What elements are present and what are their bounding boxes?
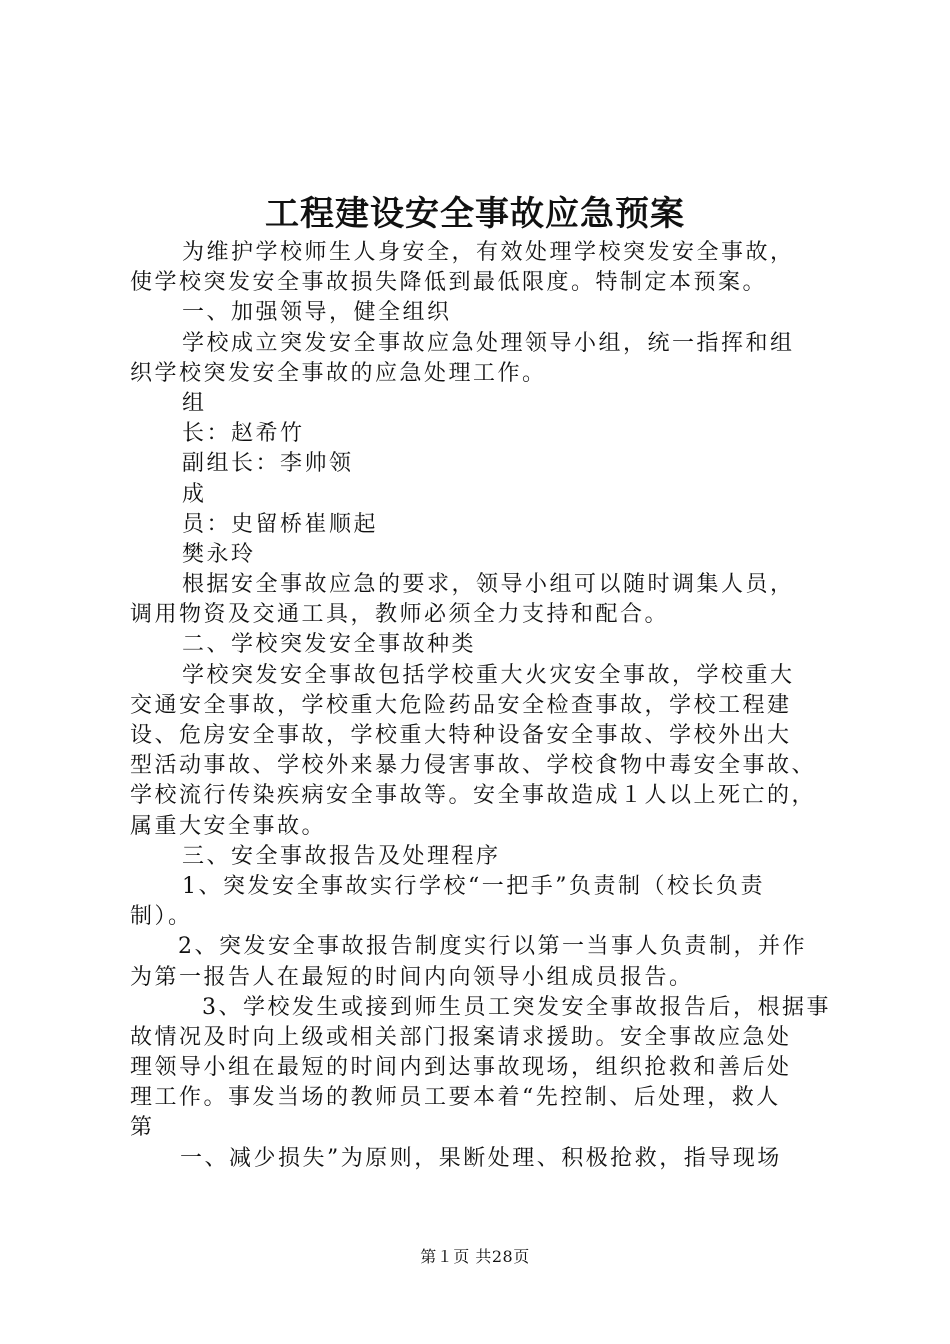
body-line: 2、突发安全事故报告制度实行以第一当事人负责制，并作 (178, 934, 807, 960)
body-line: 为维护学校师生人身安全，有效处理学校突发安全事故， (182, 240, 795, 265)
body-line: 理领导小组在最短的时间内到达事故现场，组织抢救和善后处 (130, 1055, 792, 1081)
body-line: 根据安全事故应急的要求，领导小组可以随时调集人员， (182, 572, 795, 598)
body-line: 长：赵希竹 (182, 421, 305, 447)
body-line: 学校流行传染疾病安全事故等。安全事故造成１人以上死亡的， (130, 783, 817, 809)
document-title: 工程建设安全事故应急预案 (265, 194, 685, 234)
body-line: 第 (130, 1115, 155, 1141)
body-line: 一、减少损失”为原则，果断处理、积极抢救，指导现场 (180, 1145, 782, 1171)
body-line: 樊永玲 (182, 541, 256, 567)
body-line: 副组长：李帅领 (182, 451, 354, 477)
section-heading: 一、加强领导，健全组织 (182, 300, 452, 326)
body-line: 型活动事故、学校外来暴力侵害事故、学校食物中毒安全事故、 (130, 753, 817, 779)
body-line: 学校突发安全事故包括学校重大火灾安全事故，学校重大 (182, 662, 795, 688)
body-line: 1、突发安全事故实行学校“一把手”负责制（校长负责 (182, 873, 765, 899)
body-line: 属重大安全事故。 (130, 813, 327, 839)
body-line: 调用物资及交通工具，教师必须全力支持和配合。 (130, 602, 670, 628)
body-line: 员：史留桥崔顺起 (182, 511, 379, 537)
body-line: 学校成立突发安全事故应急处理领导小组，统一指挥和组 (182, 330, 795, 356)
body-line: 组 (182, 390, 207, 416)
body-line: 故情况及时向上级或相关部门报案请求援助。安全事故应急处 (130, 1024, 792, 1050)
document-body (130, 238, 840, 1174)
body-line: 成 (182, 481, 207, 507)
body-line: 3、学校发生或接到师生员工突发安全事故报告后，根据事 (202, 994, 831, 1020)
body-line: 设、危房安全事故，学校重大特种设备安全事故、学校外出大 (130, 723, 792, 748)
body-line: 制）。 (130, 904, 193, 930)
body-line: 使学校突发安全事故损失降低到最低限度。特制定本预案。 (130, 270, 768, 296)
body-line: 交通安全事故，学校重大危险药品安全检查事故，学校工程建 (130, 692, 792, 718)
section-heading: 二、学校突发安全事故种类 (182, 632, 477, 658)
body-line: 织学校突发安全事故的应急处理工作。 (130, 360, 547, 386)
body-line: 为第一报告人在最短的时间内向领导小组成员报告。 (130, 964, 694, 990)
page-number: 第１页 共28页 (420, 1247, 530, 1266)
section-heading: 三、安全事故报告及处理程序 (182, 843, 501, 869)
body-line: 理工作。事发当场的教师员工要本着“先控制、后处理，救人 (130, 1085, 781, 1111)
